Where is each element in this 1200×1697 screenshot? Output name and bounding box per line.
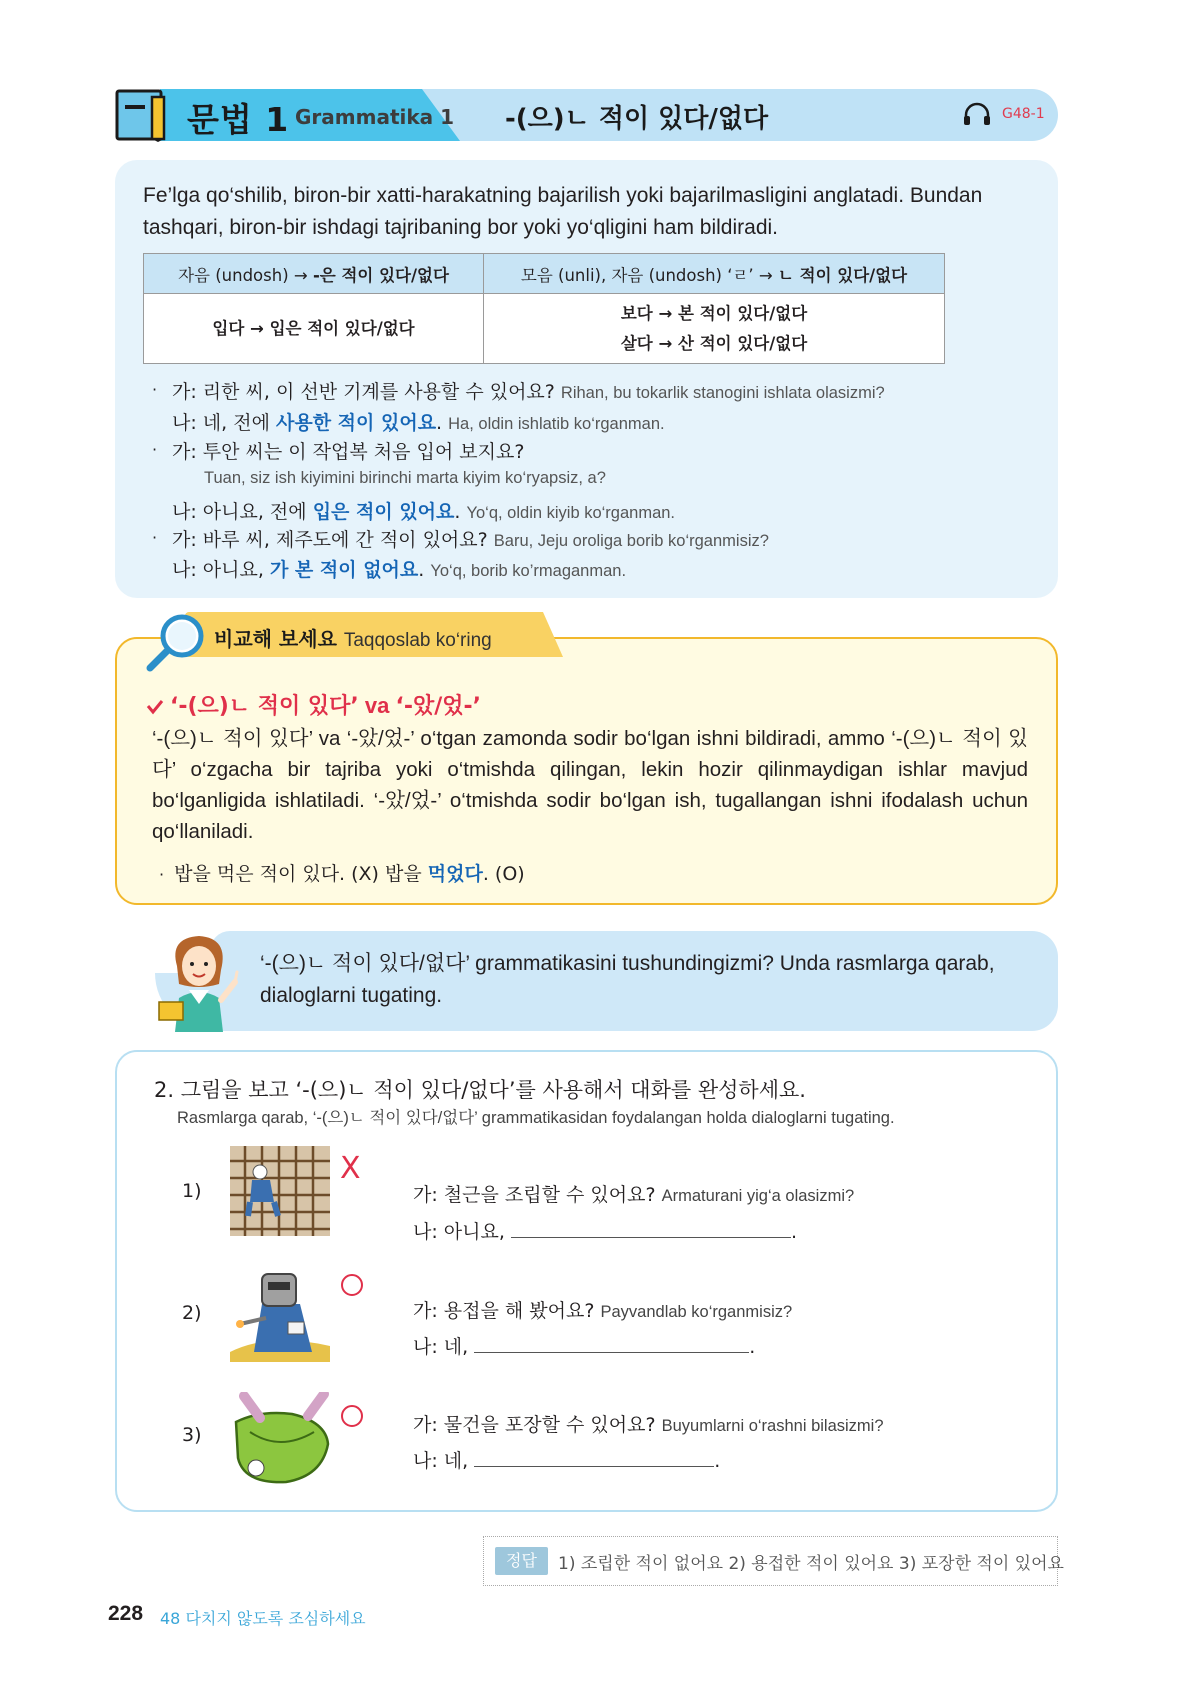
item-3-answer: 나: 네, .: [413, 1450, 721, 1472]
item-2-number: 2): [182, 1302, 202, 1324]
section-subtitle: Grammatika 1: [295, 105, 455, 129]
book-icon: [115, 88, 171, 142]
teacher-illustration: [155, 928, 243, 1032]
example-2-question-translation: Tuan, siz ish kiyimini birinchi marta kiyim ko‘ryapsiz, a?: [204, 469, 606, 487]
compare-heading: ‘-(으)ㄴ 적이 있다’ va ‘-았/었-’: [146, 689, 481, 720]
answer-blank-2[interactable]: [474, 1335, 749, 1353]
item-1-number: 1): [182, 1180, 202, 1202]
table-cell-vowel: 보다 → 본 적이 있다/없다 살다 → 산 적이 있다/없다: [484, 294, 945, 364]
item-2-answer: 나: 네, .: [413, 1336, 756, 1358]
headphones-icon[interactable]: [963, 102, 991, 126]
answer-blank-3[interactable]: [474, 1449, 714, 1467]
example-2-question: 가: 투안 씨는 이 작업복 처음 입어 보지요?: [172, 441, 525, 463]
audio-track-code[interactable]: G48-1: [1002, 106, 1045, 122]
bullet: ·: [152, 528, 158, 547]
packing-illustration: [230, 1392, 334, 1486]
answer-tag: 정답: [495, 1547, 548, 1575]
conjugation-table: [143, 253, 945, 364]
check-icon: [146, 699, 164, 715]
chapter-title: 48 다치지 않도록 조심하세요: [160, 1609, 366, 1628]
answer-blank-1[interactable]: [511, 1220, 791, 1238]
example-1-answer: 나: 네, 전에 사용한 적이 있어요. Ha, oldin ishlatib ko‘rganman.: [172, 412, 665, 434]
table-cell-consonant: 입다 → 입은 적이 있다/없다: [144, 294, 484, 364]
item-3-question: 가: 물건을 포장할 수 있어요? Buyumlarni o‘rashni bilasizmi?: [413, 1414, 884, 1436]
welder-illustration: [230, 1266, 330, 1362]
prompt-text: ‘-(으)ㄴ 적이 있다/없다’ grammatikasini tushundingizmi? Unda rasmlarga qarab, dialoglarni tugating.: [260, 952, 995, 1007]
exercise-title: 2. 그림을 보고 ‘-(으)ㄴ 적이 있다/없다’를 사용해서 대화를 완성하세요.: [154, 1078, 806, 1102]
item-1-question: 가: 철근을 조립할 수 있어요? Armaturani yig‘a olasizmi?: [413, 1184, 855, 1206]
example-1-question: 가: 리한 씨, 이 선반 기계를 사용할 수 있어요? Rihan, bu tokarlik stanogini ishlata olasizmi?: [172, 381, 885, 403]
grammar-topic: -(으)ㄴ 적이 있다/없다: [505, 104, 769, 134]
example-2-answer: 나: 아니요, 전에 입은 적이 있어요. Yo‘q, oldin kiyib ko‘rganman.: [172, 501, 676, 523]
mark-x-icon: X: [340, 1151, 361, 1186]
magnifier-icon: [144, 612, 210, 674]
answer-text: 1) 조립한 적이 없어요 2) 용접한 적이 있어요 3) 포장한 적이 있어요: [558, 1554, 1064, 1574]
compare-body: ‘-(으)ㄴ 적이 있다’ va ‘-았/었-’ o‘tgan zamonda sodir bo‘lgan ishni bildiradi, ammo ‘-(으)ㄴ 적이 있다’ o‘zgacha bir tajriba yoki o‘tmishda qilingan, lekin hozir qilinmaydigan ishlar mavjud bo‘lganligida ishlatiladi. ‘-았/었-’ o‘tmishda sodir bo‘lgan ish, tugallangan ishni ifodalash uchun qo‘llaniladi.: [152, 727, 1028, 843]
rebar-worker-illustration: [230, 1146, 330, 1236]
section-title: 문법 1: [187, 100, 290, 139]
exercise-subtitle: Rasmlarga qarab, ‘-(으)ㄴ 적이 있다/없다’ grammatikasidan foydalangan holda dialoglarni tugating.: [177, 1109, 895, 1127]
bullet: ·: [152, 440, 158, 459]
example-3-question: 가: 바루 씨, 제주도에 간 적이 있어요? Baru, Jeju oroliga borib ko‘rganmisiz?: [172, 529, 769, 551]
mark-o-icon: [341, 1405, 363, 1427]
table-header-vowel: 모음 (unli), 자음 (undosh) ‘ㄹ’ → ㄴ 적이 있다/없다: [484, 254, 945, 294]
item-1-answer: 나: 아니요, .: [413, 1221, 797, 1243]
mark-o-icon: [341, 1274, 363, 1296]
example-3-answer: 나: 아니요, 가 본 적이 없어요. Yo‘q, borib ko’rmaganman.: [172, 559, 627, 581]
item-2-question: 가: 용접을 해 봤어요? Payvandlab ko‘rganmisiz?: [413, 1300, 793, 1322]
explanation-intro: Fe’lga qo‘shilib, biron-bir xatti-harakatning bajarilish yoki bajarilmasligini anglatadi. Bundan tashqari, biron-bir ishdagi tajribaning bor yoki yo‘qligini ham bildiradi.: [143, 184, 983, 239]
bullet: ·: [152, 380, 158, 399]
compare-example: · 밥을 먹은 적이 있다. (X) 밥을 먹었다. (O): [159, 863, 525, 885]
page-number: 228: [108, 1602, 144, 1625]
table-header-consonant: 자음 (undosh) → -은 적이 있다/없다: [144, 254, 484, 294]
compare-title: 비교해 보세요 Taqqoslab ko‘ring: [214, 627, 492, 651]
item-3-number: 3): [182, 1424, 202, 1446]
